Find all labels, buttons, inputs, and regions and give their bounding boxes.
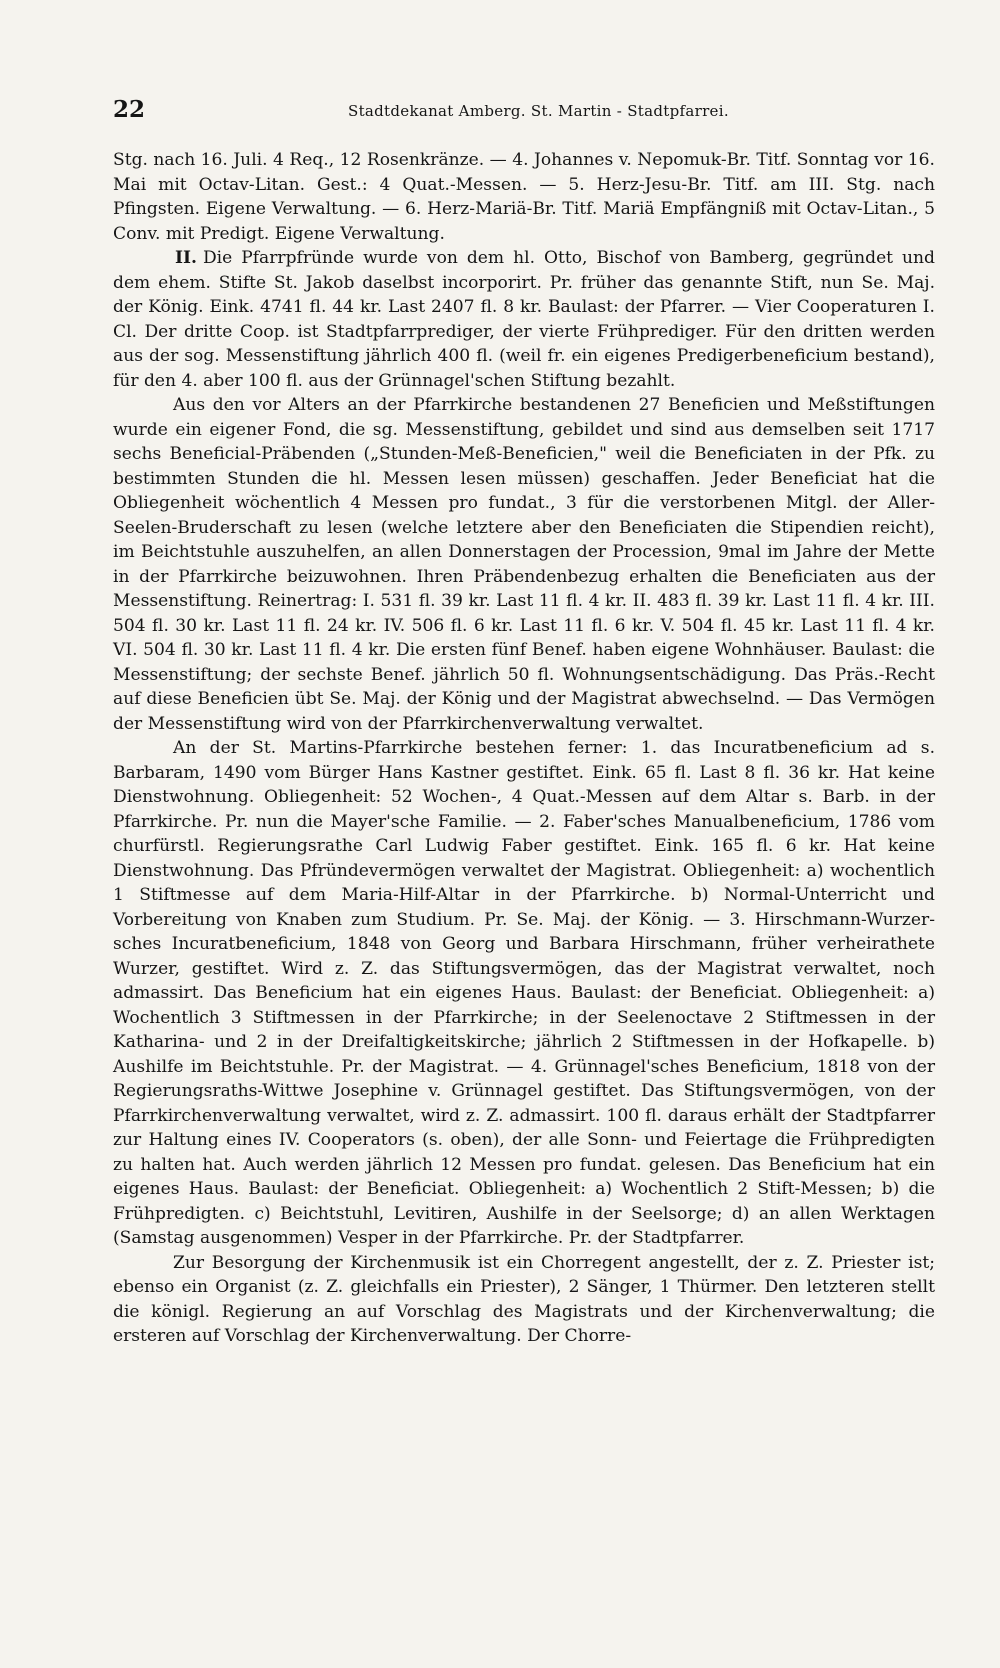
section-number: II. [175,248,197,268]
page-number: 22 [113,96,146,123]
paragraph-beneficien: An der St. Martins-Pfarrkirche bestehen ferner: 1. das Incuratbeneficium ad s. Barbaram, 1490 vom Bürger Hans Kastner gestiftet. Eink. 65 fl. Last 8 fl. 36 kr. Hat keine Dienstwohnung. Obliegenheit: 52 Wochen-, 4 Quat.-Messen auf dem Altar s. Barb. in der Pfarrkirche. Pr. nun die Mayer'sche Familie. — 2. Faber'sches Manualbeneficium, 1786 vom churfürstl. Regierungsrathe Carl Ludwig Faber gestiftet. Eink. 165 fl. 6 kr. Hat keine Dienstwohnung. Das Pfründevermögen verwaltet der Magistrat. Obliegenheit: a) wochentlich 1 Stiftmesse auf dem Maria-Hilf-Altar in der Pfarrkirche. b) Normal-Unterricht und Vorbereitung von Knaben zum Studium. Pr. Se. Maj. der König. — 3. Hirschmann-Wurzer-sches Incuratbeneficium, 1848 von Georg und Barbara Hirschmann, früher verheirathete Wurzer, gestiftet. Wird z. Z. das Stiftungsvermögen, das der Magistrat verwaltet, noch admassirt. Das Beneficium hat ein eigenes Haus. Baulast: der Beneficiat. Obliegenheit: a) Wochentlich 3 Stiftmessen in der Pfarrkirche; in der Seelenoctave 2 Stiftmessen in der Katharina- und 2 in der Dreifaltigkeitskirche; jährlich 2 Stiftmessen in der Hofkapelle. b) Aushilfe im Beichtstuhle. Pr. der Magistrat. — 4. Grünnagel'sches Beneficium, 1818 von der Regierungsraths-Wittwe Josephine v. Grünnagel gestiftet. Das Stiftungsvermögen, von der Pfarrkirchenverwaltung verwaltet, wird z. Z. admassirt. 100 fl. daraus erhält der Stadtpfarrer zur Haltung eines IV. Cooperators (s. oben), der alle Sonn- und Feiertage die Frühpredigten zu halten hat. Auch werden jährlich 12 Messen pro fundat. gelesen. Das Beneficium hat ein eigenes Haus. Baulast: der Beneficiat. Obliegenheit: a) Wochentlich 2 Stift-Messen; b) die Frühpredigten. c) Beichtstuhl, Levitiren, Aushilfe in der Seelsorge; d) an allen Werktagen (Samstag ausgenommen) Vesper in der Pfarrkirche. Pr. der Stadtpfarrer. [113,738,935,1248]
paragraph-kirchenmusik: Zur Besorgung der Kirchenmusik ist ein Chorregent angestellt, der z. Z. Priester ist; ebenso ein Organist (z. Z. gleichfalls ein Priester), 2 Sänger, 1 Thürmer. Den letzteren stellt die königl. Regierung an auf Vorschlag des Magistrats und der Kirchenverwaltung; die ersteren auf Vorschlag der Kirchenverwaltung. Der Chorre- [113,1252,935,1346]
paragraph-brotherhoods-continued: Stg. nach 16. Juli. 4 Req., 12 Rosenkränze. — 4. Johannes v. Nepomuk-Br. Titf. Sonntag vor 16. Mai mit Octav-Litan. Gest.: 4 Quat.-Messen. — 5. Herz-Jesu-Br. Titf. am III. Stg. nach Pfingsten. Eigene Verwaltung. — 6. Herz-Mariä-Br. Titf. Mariä Empfängniß mit Octav-Litan., 5 Conv. mit Predigt. Eigene Verwaltung. [113,150,935,244]
page-header [113,96,933,128]
running-title: Stadtdekanat Amberg. St. Martin - Stadtpfarrei. [348,102,729,120]
paragraph-pfarrpfruende-text: Die Pfarrpfründe wurde von dem hl. Otto, Bischof von Bamberg, gegründet und dem ehem. Stifte St. Jakob daselbst incorporirt. Pr. früher das genannte Stift, nun Se. Maj. der König. Eink. 4741 fl. 44 kr. Last 2407 fl. 8 kr. Baulast: der Pfarrer. — Vier Cooperaturen I. Cl. Der dritte Coop. ist Stadtpfarrprediger, der vierte Frühprediger. Für den dritten werden aus der sog. Messenstiftung jährlich 400 fl. (weil fr. ein eigenes Predigerbeneficium bestand), für den 4. aber 100 fl. aus der Grünnagel'schen Stiftung bezahlt. [113,248,935,391]
body-text [113,148,935,1349]
paragraph-messenstiftung: Aus den vor Alters an der Pfarrkirche bestandenen 27 Beneficien und Meßstiftungen wurde ein eigener Fond, die sg. Messenstiftung, gebildet und sind aus demselben seit 1717 sechs Beneficial-Präbenden („Stunden-Meß-Beneficien," weil die Beneficiaten in der Pfk. zu bestimmten Stunden die hl. Messen lesen müssen) geschaffen. Jeder Beneficiat hat die Obliegenheit wöchentlich 4 Messen pro fundat., 3 für die verstorbenen Mitgl. der Aller-Seelen-Bruderschaft zu lesen (welche letztere aber den Beneficiaten die Stipendien reicht), im Beichtstuhle auszuhelfen, an allen Donnerstagen der Procession, 9mal im Jahre der Mette in der Pfarrkirche beizuwohnen. Ihren Präbendenbezug erhalten die Beneficiaten aus der Messenstiftung. Reinertrag: I. 531 fl. 39 kr. Last 11 fl. 4 kr. II. 483 fl. 39 kr. Last 11 fl. 4 kr. III. 504 fl. 30 kr. Last 11 fl. 24 kr. IV. 506 fl. 6 kr. Last 11 fl. 6 kr. V. 504 fl. 45 kr. Last 11 fl. 4 kr. VI. 504 fl. 30 kr. Last 11 fl. 4 kr. Die ersten fünf Benef. haben eigene Wohnhäuser. Baulast: die Messenstiftung; der sechste Benef. jährlich 50 fl. Wohnungsentschädigung. Das Präs.-Recht auf diese Beneficien übt Se. Maj. der König und der Magistrat abwechselnd. — Das Vermögen der Messenstiftung wird von der Pfarrkirchenverwaltung verwaltet. [113,395,935,734]
paragraph-pfarrpfruende [113,246,935,393]
